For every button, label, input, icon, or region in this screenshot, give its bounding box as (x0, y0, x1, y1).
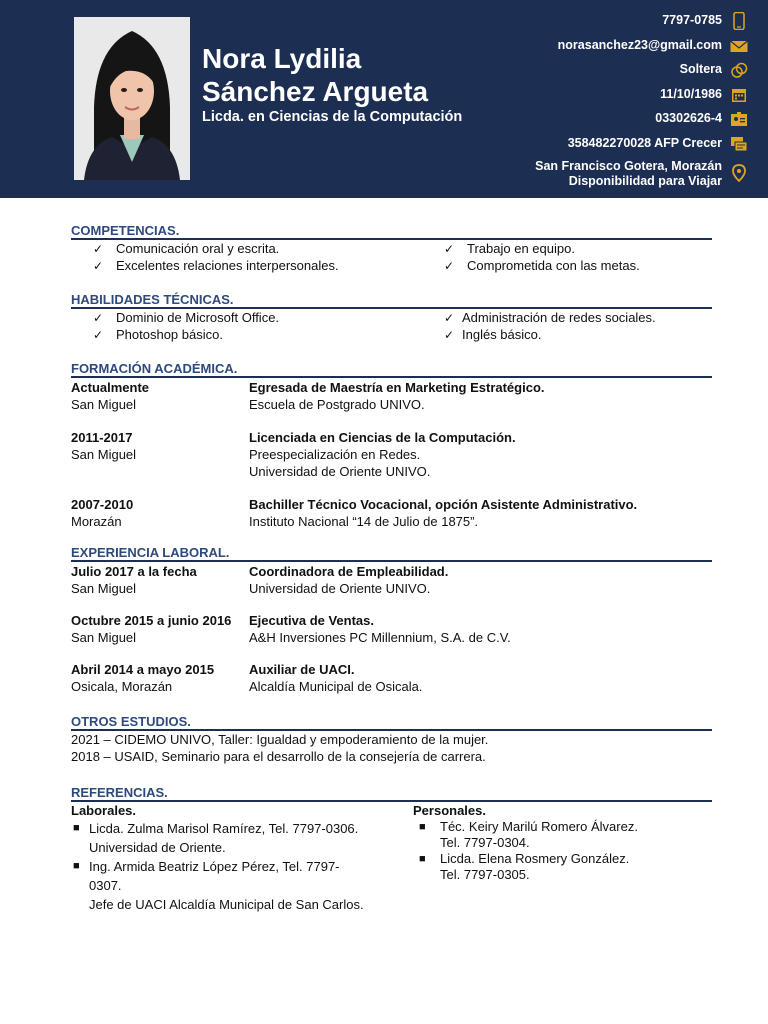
check-icon: ✓ (93, 258, 104, 273)
references-personal-heading: Personales. (413, 803, 486, 818)
experience-entry: Abril 2014 a mayo 2015 Osicala, Morazán Auxiliar de UACI. Alcaldía Municipal de Osicala. (71, 662, 423, 694)
pension-icon (730, 135, 748, 153)
section-habilidades (71, 291, 712, 343)
study-line: 2018 – USAID, Seminario para el desarrollo de la consejería de carrera. (71, 748, 486, 764)
check-icon: ✓ (93, 242, 104, 256)
list-item: ✓ Excelentes relaciones interpersonales. (93, 257, 339, 273)
reference-item: ■ Ing. Armida Beatriz López Pérez, Tel. 7797-0307. Jefe de UACI Alcaldía Municipal de San Carlos. (73, 859, 364, 912)
references-work (71, 803, 413, 914)
list-item: ✓ Administración de redes sociales. (444, 310, 656, 325)
profile-photo (74, 17, 190, 180)
education-entry: 2007-2010 Morazán Bachiller Técnico Vocacional, opción Asistente Administrativo. Instituto Nacional “14 de Julio de 1875”. (71, 497, 638, 529)
list-item: ✓ Comunicación oral y escrita. (93, 241, 280, 256)
contact-email: norasanchez23@gmail.com (535, 33, 722, 58)
check-icon: ✓ (444, 311, 455, 325)
check-icon: ✓ (93, 327, 104, 342)
references-grid (71, 803, 712, 914)
contact-civil-status: Soltera (535, 57, 722, 82)
check-icon: ✓ (444, 242, 455, 256)
section-title: REFERENCIAS. (71, 784, 712, 802)
contact-location: San Francisco Gotera, Morazán Disponibilidad para Viajar (535, 156, 722, 190)
section-title: FORMACIÓN ACADÉMICA. (71, 360, 712, 378)
experience-entry: Octubre 2015 a junio 2016 San Miguel Ejecutiva de Ventas. A&H Inversiones PC Millennium, S.A. de C.V. (71, 613, 511, 645)
calendar-icon (730, 86, 748, 104)
section-title: HABILIDADES TÉCNICAS. (71, 291, 712, 309)
education-entry: Actualmente San Miguel Egresada de Maestría en Marketing Estratégico. Escuela de Postgrado UNIVO. (71, 380, 545, 412)
section-title: COMPETENCIAS. (71, 222, 712, 240)
contact-phone: 7797-0785 (535, 8, 722, 33)
phone-icon (730, 12, 748, 30)
education-entry: 2011-2017 San Miguel Licenciada en Ciencias de la Computación. Preespecialización en Redes. Universidad de Oriente UNIVO. (71, 430, 516, 479)
section-otros-estudios (71, 713, 712, 765)
list-item: ✓ Dominio de Microsoft Office. (93, 310, 280, 325)
bullet-icon: ■ (419, 821, 426, 833)
section-title: OTROS ESTUDIOS. (71, 713, 712, 731)
location-pin-icon (730, 164, 748, 182)
full-name: Nora Lydilia Sánchez Argueta (202, 43, 429, 107)
list-item: ✓ Comprometida con las metas. (444, 257, 640, 273)
bullet-icon: ■ (73, 860, 80, 872)
list-item: ✓ Inglés básico. (444, 326, 542, 342)
section-experiencia (71, 544, 712, 695)
section-referencias (71, 784, 712, 914)
check-icon: ✓ (93, 311, 104, 325)
section-formacion (71, 360, 712, 530)
experience-entry: Julio 2017 a la fecha San Miguel Coordinadora de Empleabilidad. Universidad de Oriente UNIVO. (71, 564, 449, 596)
check-icon: ✓ (444, 327, 455, 342)
id-card-icon (730, 110, 748, 128)
list-item: ✓ Trabajo en equipo. (444, 241, 575, 256)
header-banner (0, 0, 768, 198)
reference-item: ■ Licda. Elena Rosmery González. Tel. 7797-0305. (419, 851, 630, 882)
reference-item: ■ Licda. Zulma Marisol Ramírez, Tel. 7797-0306. Universidad de Oriente. (73, 821, 359, 855)
references-work-heading: Laborales. (71, 803, 137, 818)
references-personal (413, 803, 712, 914)
professional-title: Licda. en Ciencias de la Computación (202, 109, 463, 125)
reference-item: ■ Téc. Keiry Marilú Romero Álvarez. Tel. 7797-0304. (419, 819, 638, 850)
bullet-icon: ■ (73, 822, 80, 834)
contact-birthdate: 11/10/1986 (535, 82, 722, 107)
section-title: EXPERIENCIA LABORAL. (71, 544, 712, 562)
check-icon: ✓ (444, 258, 455, 273)
contact-afp: 358482270028 AFP Crecer (535, 131, 722, 156)
check-list (71, 241, 712, 274)
study-line: 2021 – CIDEMO UNIVO, Taller: Igualdad y empoderamiento de la mujer. (71, 732, 489, 747)
section-competencias (71, 222, 712, 274)
bullet-icon: ■ (419, 853, 426, 865)
list-item: ✓ Photoshop básico. (93, 326, 223, 342)
contact-list (535, 8, 722, 190)
rings-icon (730, 61, 748, 79)
contact-dui: 03302626-4 (535, 106, 722, 131)
email-icon (730, 37, 748, 55)
check-list (71, 310, 712, 343)
